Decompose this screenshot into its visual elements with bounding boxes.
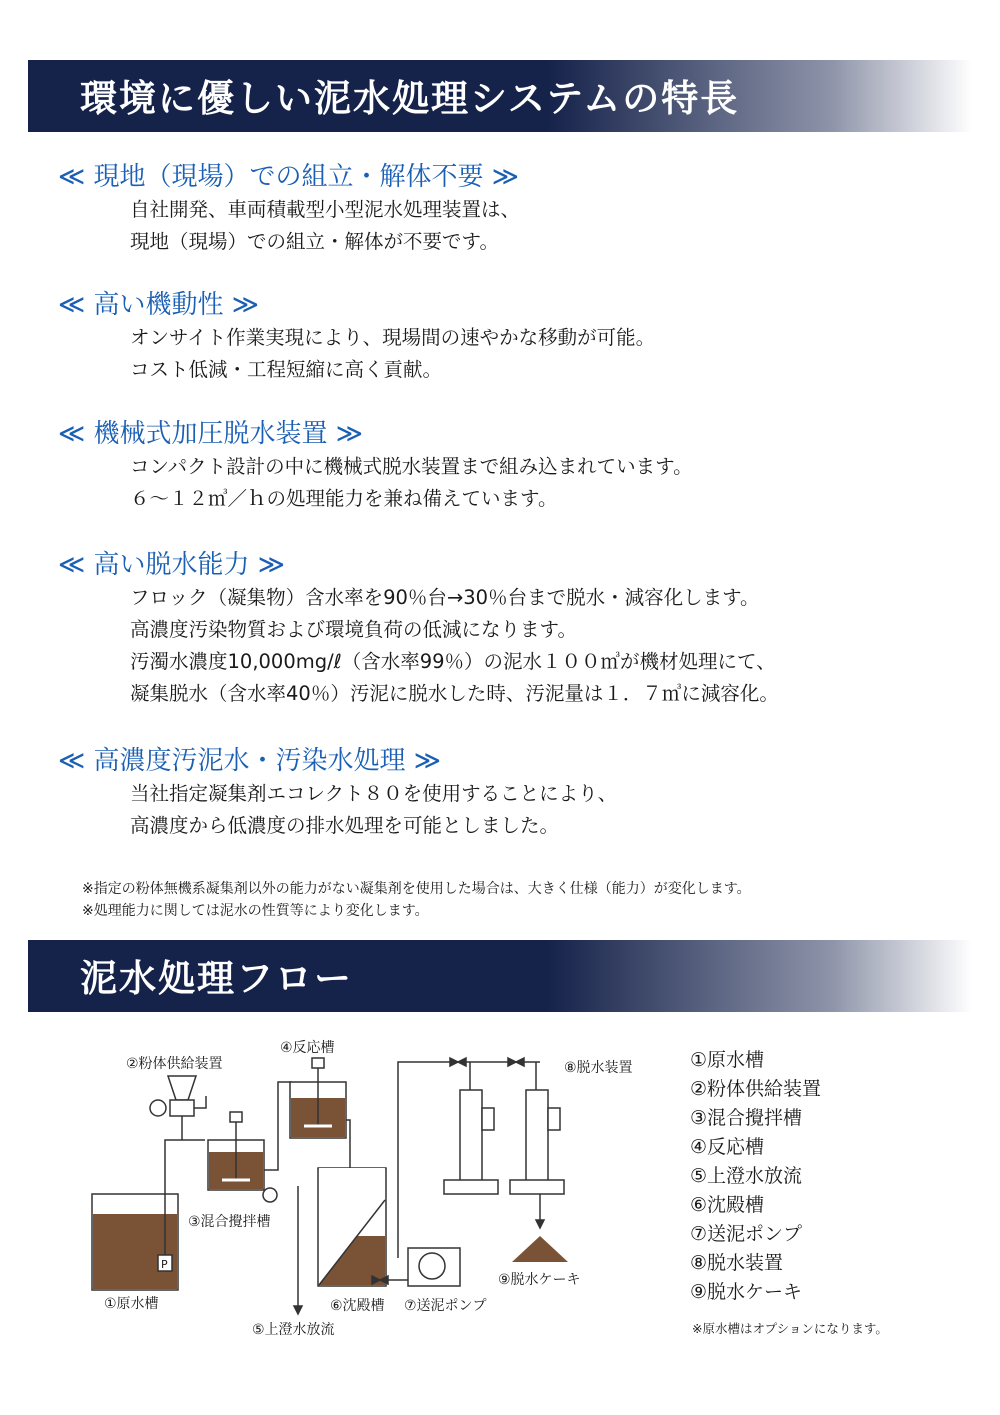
process-flow-diagram (0, 1030, 690, 1360)
feature-header-banner (28, 60, 972, 132)
feature-title: ≪ 機械式加圧脱水装置 ≫ (58, 419, 363, 449)
legend-item: ⑥沈殿槽 (690, 1194, 765, 1216)
feature-section-3 (58, 417, 958, 515)
legend-item: ③混合攪拌槽 (690, 1107, 803, 1129)
feature-section-5 (58, 744, 958, 842)
flow-header-banner (28, 940, 972, 1012)
feature-text: 高濃度汚染物質および環境負荷の低減になります。 (130, 618, 577, 641)
flow-header-title: 泥水処理フロー (80, 956, 353, 1000)
legend-item: ⑧脱水装置 (690, 1252, 784, 1274)
legend-note: ※原水槽はオプションになります。 (692, 1321, 888, 1336)
diagram-legend (690, 1046, 821, 1307)
legend-item: ⑤上澄水放流 (690, 1165, 803, 1187)
label-dewater: ⑧脱水装置 (564, 1060, 633, 1076)
label-settling-tank: ⑥沈殿槽 (330, 1298, 385, 1314)
dewater-unit-1 (460, 1090, 482, 1188)
feature-title: ≪ 高濃度汚泥水・汚染水処理 ≫ (58, 746, 441, 776)
label-raw-tank: ①原水槽 (104, 1296, 159, 1312)
legend-item: ⑨脱水ケーキ (690, 1281, 803, 1303)
transfer-pump (263, 1188, 277, 1202)
feature-text: 現地（現場）での組立・解体が不要です。 (130, 230, 499, 253)
feature-section-2 (58, 288, 958, 386)
feature-title: ≪ 高い機動性 ≫ (58, 290, 259, 320)
legend-item: ①原水槽 (690, 1049, 765, 1071)
feature-text: ６～１２㎥／ｈの処理能力を兼ね備えています。 (130, 487, 558, 510)
label-mixing-tank: ③混合攪拌槽 (188, 1214, 271, 1230)
feature-text: コスト低減・工程短縮に高く貢献。 (130, 358, 443, 381)
footnotes (82, 878, 751, 922)
powder-feeder-hopper (168, 1076, 196, 1100)
feature-section-4 (58, 548, 958, 710)
label-sludge-pump: ⑦送泥ポンプ (404, 1298, 487, 1314)
label-supernatant: ⑤上澄水放流 (252, 1322, 335, 1338)
label-cake: ⑨脱水ケーキ (498, 1272, 581, 1288)
feature-text: 高濃度から低濃度の排水処理を可能としました。 (130, 814, 560, 837)
legend-item: ④反応槽 (690, 1136, 765, 1158)
feature-text: 自社開発、車両積載型小型泥水処理装置は、 (130, 198, 521, 221)
feature-text: オンサイト作業実現により、現場間の速やかな移動が可能。 (130, 326, 656, 349)
powder-feeder-motor (150, 1100, 166, 1116)
feature-text: 当社指定凝集剤エコレクト８０を使用することにより、 (130, 782, 618, 805)
feature-text: フロック（凝集物）含水率を90％台→30％台まで脱水・減容化します。 (130, 586, 760, 609)
feature-title: ≪ 高い脱水能力 ≫ (58, 550, 285, 580)
legend-item: ⑦送泥ポンプ (690, 1223, 803, 1245)
label-reaction-tank: ④反応槽 (280, 1040, 335, 1056)
feature-text: コンパクト設計の中に機械式脱水装置まで組み込まれています。 (130, 455, 693, 478)
footnote: ※指定の粉体無機系凝集剤以外の能力がない凝集剤を使用した場合は、大きく仕様（能力）が変化します。 (82, 881, 751, 897)
dewater-unit-2 (526, 1090, 548, 1188)
dewatered-cake (512, 1236, 568, 1262)
feature-section-1 (58, 160, 958, 258)
feature-title: ≪ 現地（現場）での組立・解体不要 ≫ (58, 162, 519, 192)
footnote: ※処理能力に関しては泥水の性質等により変化します。 (82, 903, 429, 919)
label-powder-feeder: ②粉体供給装置 (126, 1056, 223, 1072)
feature-text: 凝集脱水（含水率40％）汚泥に脱水した時、汚泥量は１．７㎥に減容化。 (130, 682, 779, 705)
feature-text: 汚濁水濃度10,000mg/ℓ（含水率99％）の泥水１００㎥が機材処理にて、 (130, 650, 776, 673)
legend-item: ②粉体供給装置 (690, 1078, 822, 1100)
label-raw-tank-pump: P (161, 1258, 168, 1271)
feature-header-title: 環境に優しい泥水処理システムの特長 (80, 76, 740, 120)
